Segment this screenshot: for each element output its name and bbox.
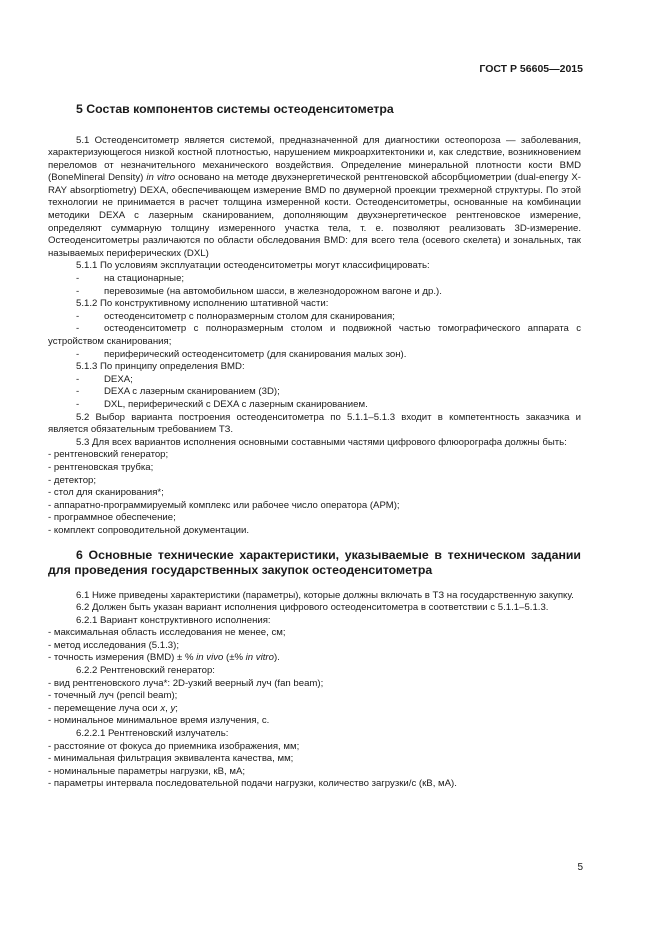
list-item: - вид рентгеновского луча*: 2D-узкий веерный луч (fan beam); <box>48 677 324 689</box>
page-content <box>48 102 581 791</box>
list-item: - рентгеновский генератор; <box>48 449 169 461</box>
list-item: - комплект сопроводительной документации. <box>48 524 249 536</box>
list-item: - стол для сканирования*; <box>48 487 164 499</box>
list-item: - на стационарные; <box>76 273 185 285</box>
list-item: - перемещение луча оси x, y; <box>48 702 178 714</box>
para-6-2: 6.2 Должен быть указан вариант исполнения цифрового остеоденситометра в соответствии с 5.1.1–5.1.3. <box>76 602 549 614</box>
list-item: - перевозимые (на автомобильном шасси, в железнодорожном вагоне и др.). <box>76 285 442 297</box>
list-item: - номинальное минимальное время излучения, с. <box>48 715 270 727</box>
list-item: - остеоденситометр с полноразмерным столом и подвижной частью томографического аппарата с устройством сканирования; <box>48 323 581 347</box>
list-item: - DEXA с лазерным сканированием (3D); <box>76 386 280 398</box>
list-item: - программное обеспечение; <box>48 512 176 524</box>
list-item: - расстояние от фокуса до приемника изображения, мм; <box>48 740 300 752</box>
list-item: - остеоденситометр с полноразмерным столом для сканирования; <box>76 310 395 322</box>
para-5-1-2: 5.1.2 По конструктивному исполнению штативной части: <box>76 298 329 310</box>
list-item: - периферический остеоденситометр (для сканирования малых зон). <box>76 348 407 360</box>
para-5-2: 5.2 Выбор варианта построения остеоденситометра по 5.1.1–5.1.3 входит в компетентность заказчика и является обязательным требованием ТЗ. <box>48 411 581 436</box>
section-5-title: 5 Состав компонентов системы остеоденситометра <box>76 102 394 116</box>
para-5-1-1: 5.1.1 По условиям эксплуатации остеоденситометры могут классифицировать: <box>76 260 430 272</box>
list-item: - метод исследования (5.1.3); <box>48 639 179 651</box>
para-5-3: 5.3 Для всех вариантов исполнения основными составными частями цифрового флюорографа должны быть: <box>76 436 567 448</box>
list-item: - максимальная область исследования не менее, см; <box>48 627 286 639</box>
para-6-2-2-1: 6.2.2.1 Рентгеновский излучатель: <box>76 728 229 740</box>
list-item: - номинальные параметры нагрузки, кВ, мА; <box>48 765 246 777</box>
para-5-1-3: 5.1.3 По принципу определения BMD: <box>76 361 245 373</box>
list-item: - DEXA; <box>76 373 133 385</box>
para-6-2-2: 6.2.2 Рентгеновский генератор: <box>76 665 215 677</box>
list-item: - аппаратно-программируемый комплекс или рабочее число оператора (АРМ); <box>48 499 400 511</box>
page-number: 5 <box>577 862 583 873</box>
list-item: - минимальная фильтрация эквивалента качества, мм; <box>48 753 294 765</box>
section-6-title: 6 Основные технические характеристики, указываемые в техническом задании для проведения государственных закупок остеоденситометра <box>48 547 581 577</box>
list-item: - детектор; <box>48 474 97 486</box>
list-item: - точность измерения (BMD) ± % in vivo (±% in vitro). <box>48 652 280 664</box>
list-item: - рентгеновская трубка; <box>48 461 154 473</box>
list-item: - параметры интервала последовательной подачи нагрузки, количество загрузки/с (кВ, мА). <box>48 778 457 790</box>
para-6-1: 6.1 Ниже приведены характеристики (параметры), которые должны включать в ТЗ на государственную закупку. <box>76 589 574 601</box>
list-item: - точечный луч (pencil beam); <box>48 690 178 702</box>
para-5-1: 5.1 Остеоденситометр является системой, предназначенной для диагностики остеопороза — заболевания, характеризующегося низкой костной плотностью, нарушением микроархитектоники и, как следствие, возникновением переломов от незначительного механического воздействия. Определение минеральной плотности кости BMD (BoneMineral Density) in vitro основано на методе двухэнергетической рентгеновской абсорбциометрии (dual-energy X-RAY absorptiometry) DEXA, обеспечивающем измерение BMD по двумерной проекции трехмерной структуры. По этой технологии не принимается в расчет толщина измеренной кости. Остеоденситометры, основанные на комбинации методики DEXA с лазерным сканированием, дополняющим двухэнергетическое рентгеновское измерение, определяют суммарную толщину измеренного участка тела, т. е. позволяют реализовать 3D-измерение. Остеоденситометры различаются по области обследования BMD: для всего тела (осевого скелета) и зональных, так называемых периферических (DXL) <box>48 134 581 259</box>
para-6-2-1: 6.2.1 Вариант конструктивного исполнения: <box>76 614 271 626</box>
document-header: ГОСТ Р 56605—2015 <box>479 63 583 75</box>
list-item: - DXL, периферический с DEXA с лазерным сканированием. <box>76 398 368 410</box>
